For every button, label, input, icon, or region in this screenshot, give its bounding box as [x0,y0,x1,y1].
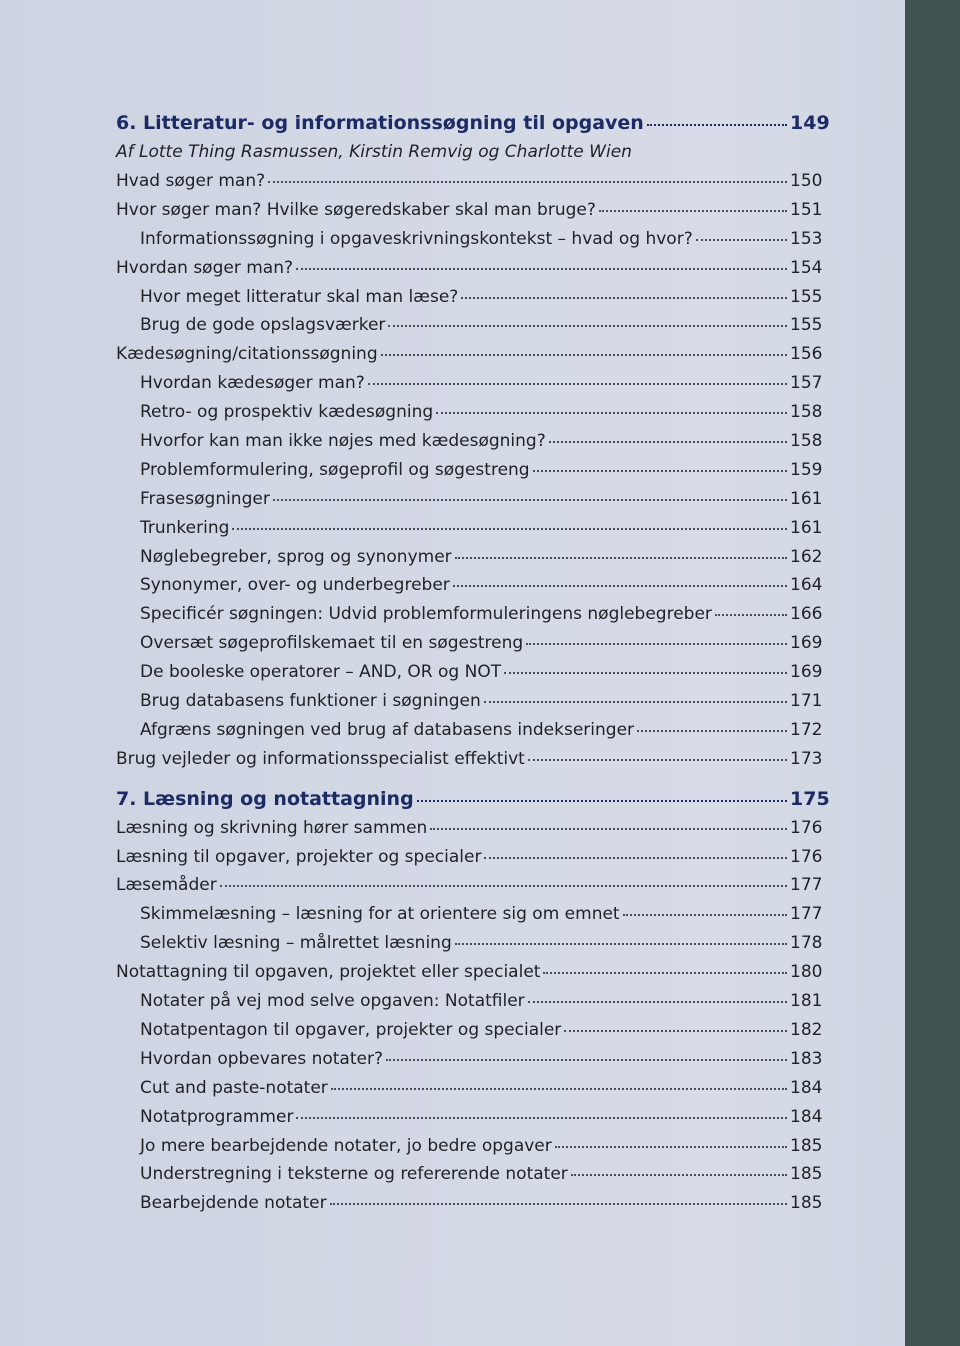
toc-entry-title: Hvorfor kan man ikke nøjes med kædesøgning? [140,431,546,452]
dot-leader [484,701,787,703]
toc-entry-page: 172 [790,719,823,740]
toc-entry [116,171,823,200]
dot-leader [417,800,787,802]
toc-entry [116,748,823,778]
toc-entry-title: Bearbejdende notater [140,1193,327,1214]
toc-entry-title: Informationssøgning i opgaveskrivningskontekst – hvad og hvor? [140,228,693,249]
dot-leader [623,914,787,916]
toc-entry-page: 150 [790,171,823,191]
toc-entry [116,691,823,720]
toc-entry-title: Hvor meget litteratur skal man læse? [140,286,459,307]
toc-entry [116,904,823,933]
toc-entry [116,199,823,229]
dot-leader [647,124,787,126]
dot-leader [571,1174,787,1176]
toc-entry-title: Kædesøgning/citationssøgning [116,344,378,365]
toc-entry-title: Frasesøgninger [140,488,270,509]
dot-leader [268,181,787,183]
toc-entry-page: 178 [790,933,823,954]
toc-entry [116,1019,823,1049]
toc-entry-page: 156 [790,344,823,365]
chapter-page: 149 [790,112,830,134]
toc-entry-page: 184 [790,1106,823,1127]
toc-entry-title: Notattagning til opgaven, projektet eller specialet [116,962,541,983]
toc-entry-page: 155 [790,286,823,307]
toc-entry-page: 177 [790,875,823,896]
toc-entry-title: Problemformulering, søgeprofil og søgestreng [140,459,530,480]
toc-entry-page: 176 [790,817,823,838]
dot-leader [549,441,787,443]
toc-entry [116,962,823,991]
chapter-6-entries [116,171,823,778]
toc-entry-title: Synonymer, over- og underbegreber [140,575,450,596]
dot-leader [555,1146,787,1148]
dot-leader [543,972,787,974]
toc-entry-title: Understregning i teksterne og refererende notater [140,1164,568,1185]
toc-entry [116,1048,823,1078]
toc-entry-page: 161 [790,488,823,509]
dot-leader [526,643,787,645]
dot-leader [564,1030,787,1032]
toc-entry-title: Afgræns søgningen ved brug af databasens indekseringer [140,719,635,740]
toc-entry-title: Oversæt søgeprofilskemaet til en søgestreng [140,633,524,654]
toc-entry-page: 173 [790,748,823,769]
toc-entry [116,373,823,402]
dot-leader [696,239,787,241]
toc-entry-page: 171 [790,691,823,712]
dot-leader [368,383,787,385]
dot-leader [637,730,787,732]
dot-leader [484,857,787,859]
dot-leader [388,325,787,327]
toc-entry-title: Retro- og prospektiv kædesøgning [140,402,434,423]
toc-entry-title: Specificér søgningen: Udvid problemformuleringens nøglebegreber [140,604,712,625]
toc-entry-title: Nøglebegreber, sprog og synonymer [140,546,452,567]
chapter-title: 6. Litteratur- og informationssøgning til opgaven [116,112,644,134]
toc-entry-title: Hvordan kædesøger man? [140,373,365,394]
toc-entry [116,604,823,633]
toc-entry [116,459,823,489]
toc-entry-page: 180 [790,962,823,983]
toc-entry-page: 185 [790,1164,823,1185]
toc-entry [116,546,823,576]
toc-entry [116,315,823,344]
author-line: Af Lotte Thing Rasmussen, Kirstin Remvig og Charlotte Wien [116,142,632,162]
toc-entry [116,933,823,962]
toc-entry-title: Læsemåder [116,875,217,896]
toc-entry [116,286,823,316]
toc-entry-page: 158 [790,402,823,423]
dot-leader [455,943,787,945]
dot-leader [232,528,787,530]
toc-entry-title: Notatprogrammer [140,1106,294,1127]
dot-leader [386,1059,787,1061]
toc-entry [116,846,823,876]
toc-entry [116,1164,823,1193]
dot-leader [331,1088,787,1090]
dot-leader [296,1117,787,1119]
toc-entry-page: 158 [790,431,823,452]
dot-leader [453,585,787,587]
toc-entry-page: 161 [790,517,823,538]
toc-entry-title: Trunkering [140,517,230,538]
toc-entry-title: Læsning og skrivning hører sammen [116,817,428,838]
toc-entry-page: 185 [790,1193,823,1214]
chapter-7-entries [116,817,823,1222]
toc-entry-page: 184 [790,1077,823,1098]
toc-entry-page: 181 [790,991,823,1012]
chapter-6-authors [116,142,820,171]
toc-entry [116,1077,823,1107]
dot-leader [220,885,787,887]
toc-entry [116,633,823,662]
toc-entry-page: 157 [790,373,823,394]
chapter-title: 7. Læsning og notattagning [116,787,414,810]
toc-entry [116,1135,823,1165]
toc-entry [116,257,823,287]
toc-entry [116,719,823,749]
toc-entry [116,575,823,604]
toc-entry-title: Cut and paste-notater [140,1077,328,1098]
toc-entry [116,662,823,691]
toc-entry-title: Brug vejleder og informationsspecialist effektivt [116,748,525,769]
toc-entry-page: 155 [790,315,823,336]
chapter-6-heading [116,112,830,142]
toc-entry [116,488,823,518]
dot-leader [436,412,787,414]
dot-leader [528,1001,787,1003]
toc-entry [116,517,823,547]
toc-entry-page: 159 [790,459,823,480]
toc-entry-page: 182 [790,1019,823,1040]
toc-entry [116,817,823,847]
toc-entry-title: Hvad søger man? [116,171,266,191]
dot-leader [296,268,787,270]
chapter-page: 175 [790,787,830,810]
table-of-contents [116,112,830,1222]
dot-leader [455,557,787,559]
toc-entry [116,1193,823,1222]
toc-entry-page: 166 [790,604,823,625]
toc-entry-page: 153 [790,228,823,249]
toc-entry-title: Jo mere bearbejdende notater, jo bedre opgaver [140,1135,552,1156]
dot-leader [715,614,787,616]
toc-entry [116,402,823,431]
toc-entry-page: 176 [790,846,823,867]
dot-leader [330,1203,787,1205]
toc-entry-page: 169 [790,633,823,654]
dot-leader [381,354,787,356]
dot-leader [461,297,787,299]
toc-entry-title: Hvordan søger man? [116,257,293,278]
toc-entry-page: 183 [790,1048,823,1069]
toc-entry-title: Hvordan opbevares notater? [140,1048,383,1069]
toc-entry-page: 185 [790,1135,823,1156]
dot-leader [533,470,787,472]
toc-entry [116,344,823,373]
toc-entry-title: Brug databasens funktioner i søgningen [140,691,481,712]
chapter-7-heading [116,787,830,818]
toc-entry-title: Hvor søger man? Hvilke søgeredskaber skal man bruge? [116,199,596,220]
toc-entry [116,1106,823,1136]
toc-entry-title: Notatpentagon til opgaver, projekter og specialer [140,1019,562,1040]
toc-entry-title: Læsning til opgaver, projekter og specialer [116,846,482,867]
dot-leader [599,210,787,212]
toc-entry-title: Skimmelæsning – læsning for at orientere sig om emnet [140,904,620,925]
toc-entry-page: 169 [790,662,823,683]
dot-leader [273,499,787,501]
toc-entry-page: 154 [790,257,823,278]
toc-entry-title: Brug de gode opslagsværker [140,315,386,336]
toc-entry [116,875,823,904]
toc-entry-page: 164 [790,575,823,596]
toc-entry-title: Selektiv læsning – målrettet læsning [140,933,452,954]
dot-leader [504,672,787,674]
toc-entry [116,431,823,460]
toc-entry-title: De booleske operatorer – AND, OR og NOT [140,662,502,683]
dot-leader [528,759,787,761]
toc-entry-page: 151 [790,199,823,220]
toc-entry [116,991,823,1020]
toc-entry-page: 177 [790,904,823,925]
toc-entry-page: 162 [790,546,823,567]
toc-entry-title: Notater på vej mod selve opgaven: Notatfiler [140,991,525,1012]
toc-entry [116,228,823,258]
dot-leader [430,828,787,830]
